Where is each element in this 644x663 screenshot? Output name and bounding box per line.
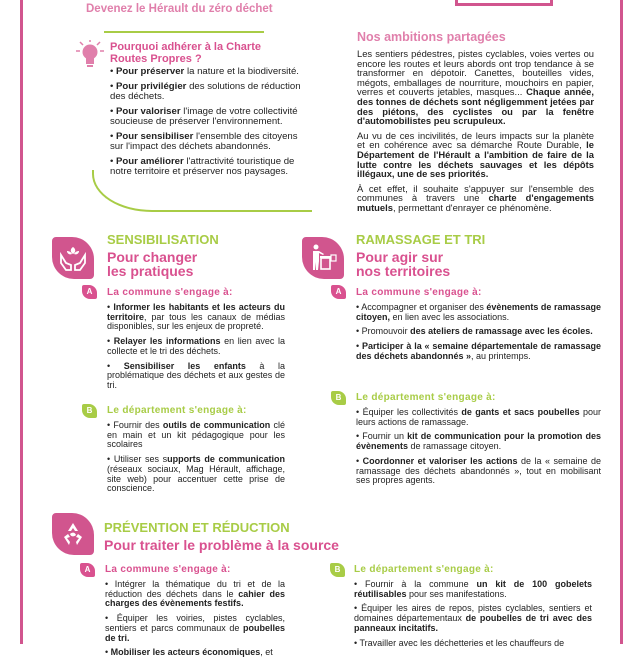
ambitions-paragraph: Au vu de ces incivilités, de leurs impacts sur la planète et en cohérence avec sa démarche Route Durable, le Département de l'Hérault a l'ambition de faire de la lutte contre les déchets sauvages et les dépôts illégaux, une de ses priorités. [357, 129, 594, 180]
section-category: RAMASSAGE ET TRI [356, 232, 486, 247]
ambitions-title: Nos ambitions partagées [357, 30, 506, 44]
departement-list [354, 580, 592, 653]
ambitions-block [357, 30, 594, 218]
why-item: • Pour préserver la nature et la biodiversité. [110, 66, 299, 77]
badge-a: A [331, 285, 346, 299]
section-subtitle: Pour traiter le problème à la source [104, 537, 339, 553]
list-item: • Coordonner et valoriser les actions de la « semaine de ramassage des déchets abandonnés », tout en mobilisant ses propres agents. [356, 455, 601, 486]
departement-list [107, 421, 285, 499]
list-item: • Participer à la « semaine départementale de ramassage des déchets abandonnés », au printemps. [356, 341, 602, 361]
list-item: • Sensibiliser les enfants à la problématique des déchets et aux gestes de tri. [107, 360, 285, 390]
list-item: • Fournir un kit de communication pour la promotion des évènements de ramassage citoyen. [356, 431, 601, 452]
departement-list [356, 408, 601, 491]
ambitions-paragraph: À cet effet, il souhaite s'appuyer sur l'ensemble des communes à travers une charte d'engagements mutuels, permettant d'enrayer ce phénomène. [357, 182, 595, 213]
badge-b: B [82, 404, 97, 418]
list-item: • Intégrer la thématique du tri et de la réduction des déchets dans le cahier des charges des évènements festifs. [105, 579, 285, 609]
commune-heading: La commune s'engage à: [107, 287, 233, 298]
section-subtitle: Pour agir sur [356, 249, 444, 265]
why-item: • Pour valoriser l'image de votre collectivité soucieuse de préserver l'environnement. [110, 106, 298, 127]
list-item: • Utiliser ses supports de communication (réseaux sociaux, Mag Hérault, affichage, site web) pour accentuer cette prise de conscience. [107, 454, 286, 494]
why-item: • Pour sensibiliser l'ensemble des citoyens sur l'impact des déchets abandonnés. [110, 131, 298, 152]
page-border-right [620, 0, 623, 644]
list-item: • Équiper les collectivités de gants et sacs poubelles pour leurs actions de ramassage. [356, 407, 602, 427]
page-subtitle: Devenez le Hérault du zéro déchet [86, 3, 273, 15]
why-item: • Pour privilégier des solutions de réduction des déchets. [110, 81, 301, 102]
trash-bin-person-icon [302, 237, 344, 279]
departement-heading: Le département s'engage à: [356, 392, 496, 403]
commune-list [105, 580, 285, 663]
departement-heading: Le département s'engage à: [354, 564, 494, 575]
header-frame [455, 0, 553, 6]
list-item: • Équiper les aires de repos, pistes cyclables, sentiers et domaines départementaux de poubelles de tri avec des panneaux incitatifs. [354, 603, 592, 633]
badge-b: B [331, 391, 346, 405]
why-list [110, 67, 305, 182]
list-item: • Accompagner et organiser des évènements de ramassage citoyen, en lien avec les associations. [356, 302, 601, 322]
page-border-left [20, 0, 23, 644]
list-item: • Relayer les informations en lien avec la collecte et le tri des déchets. [107, 336, 285, 356]
hands-plant-icon [52, 237, 94, 279]
ambitions-paragraph: Les sentiers pédestres, pistes cyclables, voies vertes ou encore les routes et leurs abords ont trop tendance à se transformer en dépotoir. Canettes, bouteilles vides, mégots, emballages de nourriture, mouchoirs en papier, verres et couverts jetables, masques... Chaque année, des tonnes de déchets sont négligemment jetées par des piétons, des cyclistes ou par la fenêtre d'automobilistes peu scrupuleux. [357, 48, 594, 127]
section-subtitle: Pour changer [107, 249, 198, 265]
why-join-box [70, 30, 302, 215]
badge-a: A [80, 563, 95, 577]
list-item: • Fournir à la commune un kit de 100 gobelets réutilisables pour ses manifestations. [354, 579, 592, 599]
section-subtitle: nos territoires [356, 263, 451, 279]
section-category: SENSIBILISATION [107, 232, 219, 247]
commune-list [356, 303, 601, 367]
commune-heading: La commune s'engage à: [356, 287, 482, 298]
recycle-icon [52, 513, 94, 555]
section-category: PRÉVENTION ET RÉDUCTION [104, 520, 290, 535]
why-item: • Pour améliorer l'attractivité touristique de notre territoire et préserver nos paysages. [110, 156, 295, 177]
list-item: • Mobiliser les acteurs économiques, et [105, 647, 273, 658]
commune-heading: La commune s'engage à: [105, 564, 231, 575]
section-subtitle: les pratiques [107, 263, 194, 279]
list-item: • Travailler avec les déchetteries et les chauffeurs de [354, 637, 565, 648]
list-item: • Équiper les voiries, pistes cyclables, sentiers et parcs communaux de poubelles de tri. [105, 613, 286, 643]
commune-list [107, 303, 285, 396]
list-item: • Fournir des outils de communication clé en main et un kit pédagogique pour les scolaires [107, 420, 285, 450]
list-item: • Informer les habitants et les acteurs du territoire, par tous les canaux de médias disponibles, sur les enjeux de propreté. [107, 302, 285, 332]
badge-b: B [330, 563, 345, 577]
list-item: • Promouvoir des ateliers de ramassage avec les écoles. [356, 326, 593, 337]
why-title: Pourquoi adhérer à la Charte Routes Propres ? [110, 41, 261, 65]
departement-heading: Le département s'engage à: [107, 405, 247, 416]
lightbulb-icon [76, 40, 104, 70]
badge-a: A [82, 285, 97, 299]
divider [104, 31, 264, 33]
